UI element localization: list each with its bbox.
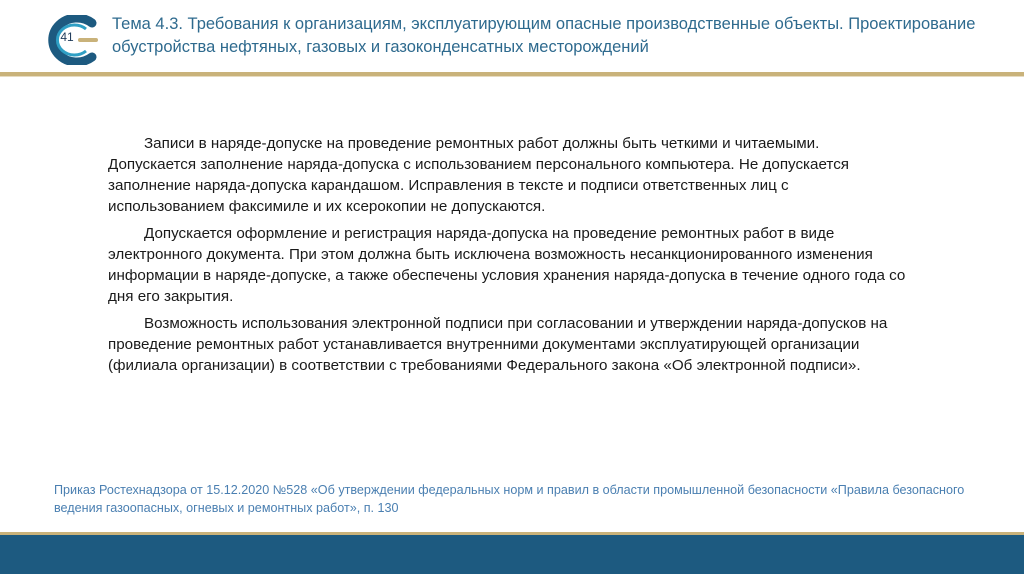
body-paragraph: Возможность использования электронной подписи при согласовании и утверждении наряда-допусков на проведение ремонтных работ устанавливается внутренними документами эксплуатирующей организации (филиала организации) в соответствии с требованиями Федерального закона «Об электронной подписи». [108,315,888,374]
slide-number: 41 [60,30,74,44]
footer-bar [0,535,1024,574]
header-divider-light [0,76,1024,77]
body-paragraph: Записи в наряде-допуске на проведение ремонтных работ должны быть четкими и читаемыми. Допускается заполнение наряда-допуска с использованием персонального компьютера. Не допускается заполнение наряда-допуска карандашом. Исправления в тексте и подписи ответственных лиц с использованием факсимиле и их ксерокопии не допускаются. [108,135,850,215]
slide-title: Тема 4.3. Требования к организациям, эксплуатирующим опасные производственные объекты. Проектирование обустройства нефтяных, газовых и газоконденсатных месторождений [112,15,976,56]
slide-header [0,0,1024,72]
slide-body [108,133,908,382]
source-footnote: Приказ Ростехнадзора от 15.12.2020 №528 «Об утверждении федеральных норм и правил в области промышленной безопасности «Правила безопасного ведения газоопасных, огневых и ремонтных работ», п. 130 [54,483,965,515]
body-paragraph: Допускается оформление и регистрация наряда-допуска на проведение ремонтных работ в виде электронного документа. При этом должна быть исключена возможность несанкционированного изменения информации в наряде-допуске, а также обеспечены условия хранения наряда-допуска в течение одного года со дня его закрытия. [108,225,906,305]
